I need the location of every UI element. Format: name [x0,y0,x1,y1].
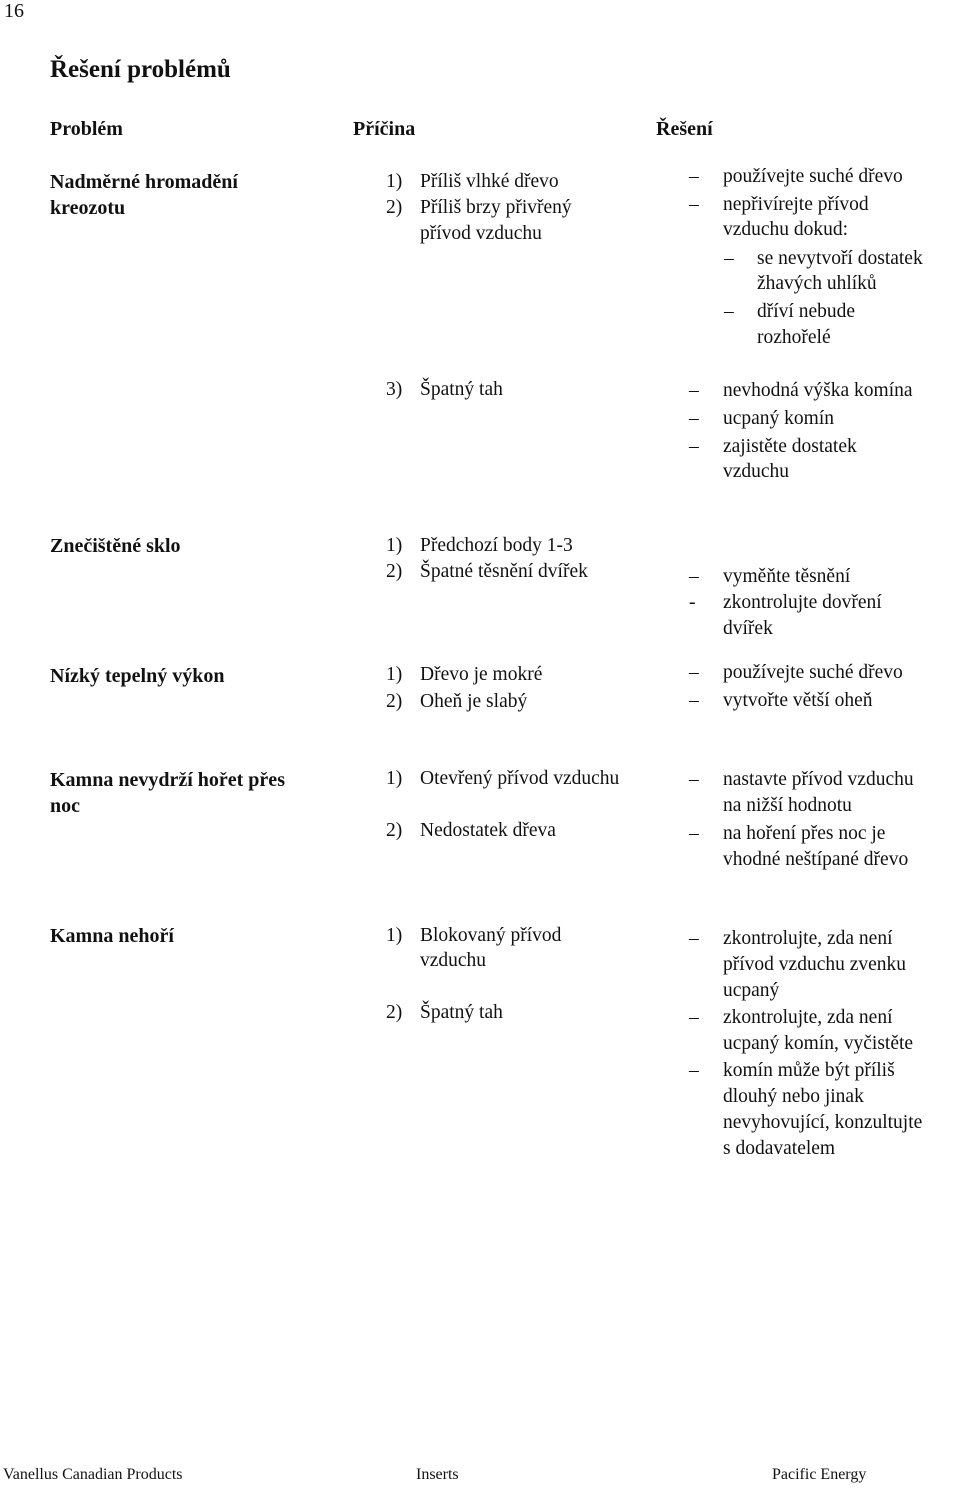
solution-text: vyměňte těsnění [723,566,851,587]
solution-text: zkontrolujte dovření [723,592,882,613]
header-solution: Řešení [656,118,713,140]
cause-text: přívod vzduchu [420,223,542,244]
solution-dash: - [689,592,696,613]
solution-text: dlouhý nebo jinak [723,1086,864,1107]
solution-text: přívod vzduchu zvenku [723,954,907,975]
cause-number: 1) [386,768,403,789]
cause-text: Blokovaný přívod [420,925,562,946]
problem-label: kreozotu [50,197,126,219]
solution-text: dříví nebude [757,301,856,322]
solution-dash: – [689,194,699,215]
cause-number: 1) [386,925,403,946]
solution-text: s dodavatelem [723,1138,836,1159]
solution-text: vytvořte větší oheň [723,690,873,711]
header-cause: Příčina [353,118,416,140]
cause-text: Otevřený přívod vzduchu [420,768,620,789]
solution-text: se nevytvoří dostatek [757,248,923,269]
problem-label: Nízký tepelný výkon [50,665,225,687]
solution-dash: – [689,769,699,790]
solution-dash: – [689,823,699,844]
solution-dash: – [689,1007,699,1028]
footer-right: Pacific Energy [772,1466,867,1483]
solution-text: žhavých uhlíků [757,273,877,294]
cause-number: 2) [386,197,403,218]
solution-text: vzduchu [723,461,790,482]
solution-text: používejte suché dřevo [723,166,903,187]
page-number: 16 [4,0,24,22]
problem-label: noc [50,795,80,817]
footer-left: Vanellus Canadian Products [3,1466,183,1483]
solution-dash: – [689,566,699,587]
footer-center: Inserts [416,1466,459,1483]
solution-text: ucpaný komín, vyčistěte [723,1033,914,1054]
cause-number: 1) [386,664,403,685]
problem-label: Nadměrné hromadění [50,171,238,193]
solution-dash: – [689,662,699,683]
solution-dash: – [689,436,699,457]
solution-text: zkontrolujte, zda není [723,1007,893,1028]
solution-text: používejte suché dřevo [723,662,903,683]
cause-number: 2) [386,1002,403,1023]
cause-text: Špatný tah [420,379,503,400]
solution-dash: – [689,166,699,187]
solution-dash: – [689,408,699,429]
cause-text: Špatný tah [420,1002,503,1023]
problem-label: Kamna nevydrží hořet přes [50,769,285,791]
cause-number: 1) [386,535,403,556]
solution-dash: – [689,928,699,949]
problem-label: Znečištěné sklo [50,535,181,557]
solution-text: zkontrolujte, zda není [723,928,893,949]
cause-text: Příliš brzy přivřený [420,197,572,218]
solution-text: vzduchu dokud: [723,219,849,240]
cause-text: Špatné těsnění dvířek [420,561,588,582]
header-problem: Problém [50,118,123,140]
cause-number: 3) [386,379,403,400]
solution-text: nastavte přívod vzduchu [723,769,914,790]
cause-text: vzduchu [420,950,487,971]
solution-dash: – [689,380,699,401]
solution-text: vhodné neštípané dřevo [723,849,909,870]
solution-text: komín může být příliš [723,1060,895,1081]
solution-dash: – [689,1060,699,1081]
solution-text: nepřivírejte přívod [723,194,869,215]
solution-text: ucpaný komín [723,408,835,429]
solution-text: na nižší hodnotu [723,795,852,816]
solution-text: dvířek [723,618,773,639]
solution-dash: – [689,690,699,711]
solution-text: nevhodná výška komína [723,380,913,401]
page-title: Řešení problémů [50,56,231,83]
cause-text: Oheň je slabý [420,691,528,712]
cause-number: 2) [386,820,403,841]
solution-text: zajistěte dostatek [723,436,857,457]
solution-text: ucpaný [723,980,780,1001]
cause-number: 2) [386,561,403,582]
solution-text: na hoření přes noc je [723,823,886,844]
cause-text: Dřevo je mokré [420,664,543,685]
solution-text: nevyhovující, konzultujte [723,1112,923,1133]
solution-text: rozhořelé [757,327,831,348]
cause-text: Nedostatek dřeva [420,820,556,841]
cause-text: Předchozí body 1-3 [420,535,573,556]
solution-dash: – [724,301,734,322]
problem-label: Kamna nehoří [50,925,174,947]
cause-number: 1) [386,171,403,192]
cause-text: Příliš vlhké dřevo [420,171,559,192]
cause-number: 2) [386,691,403,712]
solution-dash: – [724,248,734,269]
